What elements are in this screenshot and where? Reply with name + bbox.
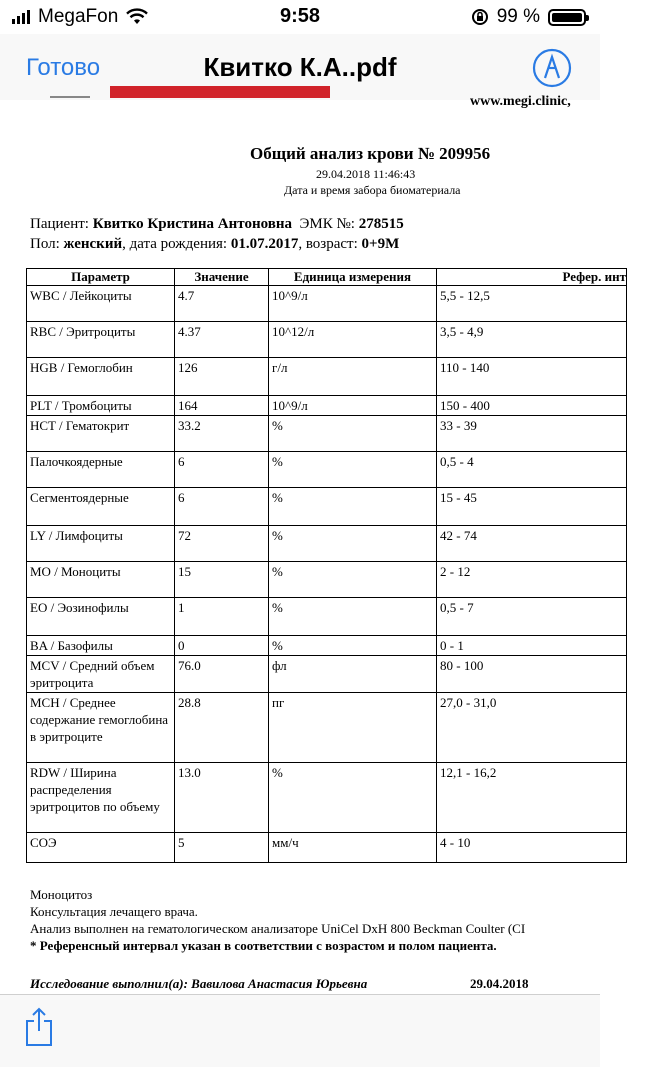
performed-by: Исследование выполнил(а): Вавилова Анастасия Юрьевна: [30, 976, 368, 991]
value-cell: 28.8: [175, 693, 269, 763]
parameter-cell: MCH / Среднее содержание гемоглобина в эритроците: [27, 693, 175, 763]
share-icon[interactable]: [24, 1007, 54, 1047]
status-right: [471, 6, 586, 28]
column-header: Значение: [175, 269, 269, 286]
patient-line: Пациент: Квитко Кристина Антоновна ЭМК №: 278515: [30, 216, 404, 232]
patient-details-line: Пол: женский, дата рождения: 01.07.2017, возраст: 0+9М: [30, 236, 400, 252]
column-header: Единица измерения: [269, 269, 437, 286]
unit-cell: %: [269, 763, 437, 833]
parameter-cell: MCV / Средний объем эритроцита: [27, 656, 175, 693]
done-button[interactable]: Готово: [26, 54, 101, 81]
table-row: [27, 488, 627, 526]
clock: 9:58: [279, 5, 321, 27]
table-row: [27, 562, 627, 598]
reference-note: * Референсный интервал указан в соответствии с возрастом и полом пациента.: [30, 938, 497, 953]
table-row: [27, 526, 627, 562]
status-bar: [0, 0, 600, 34]
parameter-cell: MO / Моноциты: [27, 562, 175, 598]
value-cell: 76.0: [175, 656, 269, 693]
unit-cell: 10^9/л: [269, 396, 437, 416]
table-row: [27, 452, 627, 488]
unit-cell: фл: [269, 656, 437, 693]
unit-cell: %: [269, 562, 437, 598]
parameter-cell: LY / Лимфоциты: [27, 526, 175, 562]
value-cell: 6: [175, 452, 269, 488]
note-line: Анализ выполнен на гематологическом анализаторе UniCel DxH 800 Beckman Coulter (CI: [30, 921, 526, 936]
value-cell: 0: [175, 636, 269, 656]
table-row: [27, 358, 627, 396]
reference-cell: 110 - 140: [437, 358, 627, 396]
results-table: [26, 268, 627, 863]
patient-name: Квитко Кристина Антоновна: [92, 216, 292, 232]
note-line: Консультация лечащего врача.: [30, 904, 198, 919]
value-cell: 126: [175, 358, 269, 396]
pdf-page[interactable]: [0, 94, 626, 994]
value-cell: 33.2: [175, 416, 269, 452]
unit-cell: 10^9/л: [269, 286, 437, 322]
unit-cell: мм/ч: [269, 833, 437, 863]
reference-cell: 0 - 1: [437, 636, 627, 656]
unit-cell: 10^12/л: [269, 322, 437, 358]
rotation-lock-icon: [471, 8, 489, 26]
unit-cell: %: [269, 452, 437, 488]
table-row: [27, 322, 627, 358]
unit-cell: %: [269, 598, 437, 636]
unit-cell: %: [269, 636, 437, 656]
bottom-toolbar: [0, 994, 600, 1067]
reference-cell: 3,5 - 4,9: [437, 322, 627, 358]
battery-icon: [548, 9, 586, 26]
unit-cell: %: [269, 416, 437, 452]
unit-cell: г/л: [269, 358, 437, 396]
table-row: [27, 656, 627, 693]
value-cell: 6: [175, 488, 269, 526]
parameter-cell: HCT / Гематокрит: [27, 416, 175, 452]
patient-sex: женский: [63, 236, 123, 252]
markup-pen-icon[interactable]: [532, 48, 572, 88]
table-row: [27, 416, 627, 452]
value-cell: 4.7: [175, 286, 269, 322]
value-cell: 1: [175, 598, 269, 636]
parameter-cell: СОЭ: [27, 833, 175, 863]
reference-cell: 42 - 74: [437, 526, 627, 562]
unit-cell: %: [269, 526, 437, 562]
battery-percent: 99 %: [496, 6, 540, 27]
parameter-cell: HGB / Гемоглобин: [27, 358, 175, 396]
reference-cell: 15 - 45: [437, 488, 627, 526]
reference-cell: 4 - 10: [437, 833, 627, 863]
value-cell: 164: [175, 396, 269, 416]
unit-cell: %: [269, 488, 437, 526]
parameter-cell: EO / Эозинофилы: [27, 598, 175, 636]
reference-cell: 0,5 - 4: [437, 452, 627, 488]
value-cell: 13.0: [175, 763, 269, 833]
table-row: [27, 833, 627, 863]
reference-cell: 33 - 39: [437, 416, 627, 452]
value-cell: 5: [175, 833, 269, 863]
document-title: Квитко К.А..pdf: [203, 52, 397, 82]
reference-cell: 27,0 - 31,0: [437, 693, 627, 763]
patient-info: [30, 214, 404, 254]
performed-date: 29.04.2018: [470, 976, 529, 991]
sample-datetime-label: Дата и время забора биоматериала: [284, 183, 461, 197]
reference-cell: 12,1 - 16,2: [437, 763, 627, 833]
parameter-cell: RBC / Эритроциты: [27, 322, 175, 358]
reference-cell: 150 - 400: [437, 396, 627, 416]
reference-cell: 2 - 12: [437, 562, 627, 598]
table-row: [27, 396, 627, 416]
table-header-row: [27, 269, 627, 286]
parameter-cell: Палочкоядерные: [27, 452, 175, 488]
carrier-label: MegaFon: [38, 6, 119, 27]
reference-cell: 80 - 100: [437, 656, 627, 693]
parameter-cell: RDW / Ширина распределения эритроцитов по объему: [27, 763, 175, 833]
parameter-cell: PLT / Тромбоциты: [27, 396, 175, 416]
column-header: Рефер. инт: [437, 269, 627, 286]
conclusion-notes: [30, 886, 525, 954]
patient-age: 0+9М: [361, 236, 400, 252]
clinic-website: www.megi.clinic,: [470, 94, 571, 109]
parameter-cell: WBC / Лейкоциты: [27, 286, 175, 322]
note-line: Моноцитоз: [30, 887, 93, 902]
table-row: [27, 636, 627, 656]
table-row: [27, 598, 627, 636]
table-row: [27, 286, 627, 322]
column-header: Параметр: [27, 269, 175, 286]
emk-number: 278515: [358, 216, 404, 232]
reference-cell: 0,5 - 7: [437, 598, 627, 636]
analysis-title: Общий анализ крови № 209956: [250, 144, 491, 163]
parameter-cell: Сегментоядерные: [27, 488, 175, 526]
value-cell: 4.37: [175, 322, 269, 358]
reference-cell: 5,5 - 12,5: [437, 286, 627, 322]
unit-cell: пг: [269, 693, 437, 763]
value-cell: 15: [175, 562, 269, 598]
value-cell: 72: [175, 526, 269, 562]
sample-datetime: 29.04.2018 11:46:43: [316, 167, 416, 181]
patient-dob: 01.07.2017: [230, 236, 299, 252]
table-row: [27, 763, 627, 833]
parameter-cell: BA / Базофилы: [27, 636, 175, 656]
table-row: [27, 693, 627, 763]
